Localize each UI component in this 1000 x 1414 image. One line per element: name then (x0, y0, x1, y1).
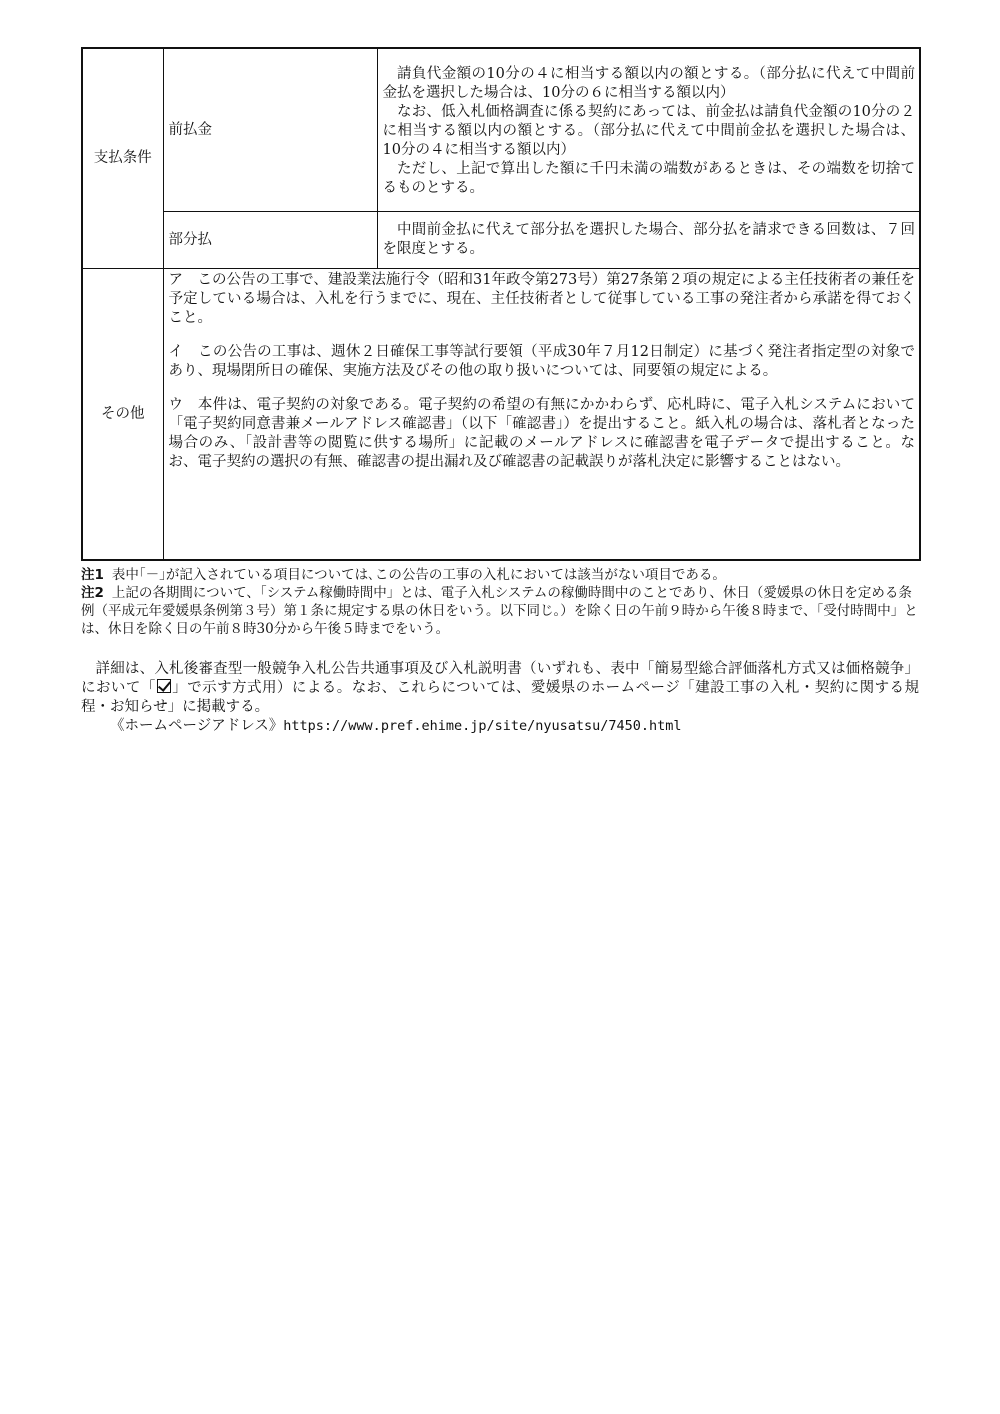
note-1-text: 表中｢－｣が記入されている項目については､この公告の工事の入札においては該当がない項目である。 (111, 567, 726, 583)
homepage-url-link[interactable]: https://www.pref.ehime.jp/site/nyusatsu/7450.html (283, 718, 682, 734)
other-item-i: イ この公告の工事は、週休２日確保工事等試行要領（平成30年７月12日制定）に基づく発注者指定型の対象であり、現場閉所日の確保、実施方法及びその他の取り扱いについては、同要領の規定による。 (168, 344, 915, 379)
advance-payment-line-2: なお、低入札価格調査に係る契約にあっては、前金払は請負代金額の10分の２に相当する額以内の額とする。（部分払に代えて中間前金払を選択した場合は、10分の４に相当する額以内） (382, 104, 915, 158)
note-1-label: 注1 (81, 567, 104, 583)
details-paragraph (81, 660, 919, 717)
advance-payment-label: 前払金 (163, 48, 377, 212)
conditions-table (81, 47, 921, 561)
advance-payment-line-3: ただし、上記で算出した額に千円未満の端数があるときは、その端数を切捨てるものとする。 (382, 161, 915, 196)
advance-payment-row (82, 48, 920, 212)
details-text-before: 詳細は、入札後審査型一般競争入札公告共通事項及び入札説明書（いずれも、表中「簡易型総合評価落札方式又は価格競争」において「 (81, 661, 919, 696)
payment-conditions-label: 支払条件 (82, 48, 163, 269)
advance-payment-content (377, 48, 920, 212)
advance-payment-line-1: 請負代金額の10分の４に相当する額以内の額とする。（部分払に代えて中間前金払を選択した場合は、10分の６に相当する額以内） (382, 66, 915, 101)
partial-payment-text: 中間前金払に代えて部分払を選択した場合、部分払を請求できる回数は、７回を限度とする。 (382, 222, 915, 257)
partial-payment-label: 部分払 (163, 212, 377, 269)
other-row (82, 269, 920, 561)
other-item-u: ウ 本件は、電子契約の対象である。電子契約の希望の有無にかかわらず、応札時に、電子入札システムにおいて「電子契約同意書兼メールアドレス確認書」（以下「確認書」）を提出すること。紙入札の場合は、落札者となった場合のみ、「設計書等の閲覧に供する場所」に記載のメールアドレスに確認書を電子データで提出すること。なお、電子契約の選択の有無、確認書の提出漏れ及び確認書の記載誤りが落札決定に影響することはない。 (168, 397, 915, 470)
homepage-address-label: 《ホームページアドレス》 (110, 718, 284, 734)
homepage-address-line (81, 717, 919, 736)
partial-payment-content (377, 212, 920, 269)
other-content (163, 269, 920, 561)
note-2-text: 上記の各期間について、「システム稼働時間中」とは、電子入札システムの稼働時間中のことであり、休日（愛媛県の休日を定める条例（平成元年愛媛県条例第３号）第１条に規定する県の休日をいう。以下同じ。）を除く日の午前９時から午後８時まで、「受付時間中」とは、休日を除く日の午前８時30分から午後５時までをいう。 (81, 585, 918, 637)
note-1 (81, 566, 919, 584)
details-section (81, 660, 919, 736)
checked-box-icon (157, 679, 171, 693)
partial-payment-row (82, 212, 920, 269)
other-item-a: ア この公告の工事で、建設業法施行令（昭和31年政令第273号）第27条第２項の規定による主任技術者の兼任を予定している場合は、入札を行うまでに、現在、主任技術者として従事している工事の発注者から承諾を得ておくこと。 (168, 272, 915, 326)
note-2 (81, 584, 919, 638)
other-label: その他 (82, 269, 163, 561)
notes-section (81, 566, 919, 638)
details-text-after: 」で示す方式用）による。なお、これらについては、愛媛県のホームページ「建設工事の入札・契約に関する規程・お知らせ」に掲載する。 (81, 680, 919, 715)
note-2-label: 注2 (81, 585, 104, 601)
